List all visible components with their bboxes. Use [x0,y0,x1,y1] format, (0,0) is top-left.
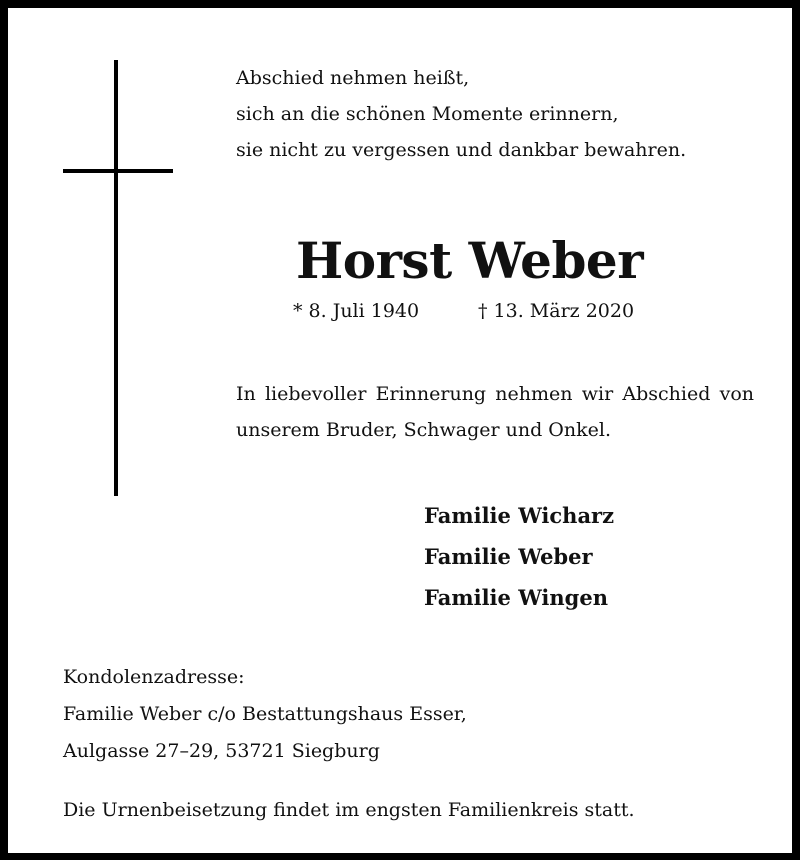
poem-verse [236,60,686,168]
deceased-name: Horst Weber [296,231,644,290]
family-name: Familie Weber [424,544,593,569]
address-line: Familie Weber c/o Bestattungshaus Esser, [63,703,467,725]
poem-line: sich an die schönen Momente erinnern, [236,103,619,125]
address-line: Aulgasse 27–29, 53721 Siegburg [63,740,380,762]
address-heading: Kondolenzadresse: [63,666,245,688]
condolence-address [63,659,467,770]
cross-vertical-bar [114,60,118,496]
family-name: Familie Wicharz [424,503,615,528]
birth-date: * 8. Juli 1940 [293,300,420,322]
farewell-message [236,376,754,448]
poem-line: Abschied nehmen heißt, [236,67,470,89]
family-name: Familie Wingen [424,585,608,610]
cross-horizontal-bar [63,169,173,173]
poem-line: sie nicht zu vergessen und dankbar bewahren. [236,139,687,161]
family-signatures [424,495,614,618]
message-line: unserem Bruder, Schwager und Onkel. [236,419,611,441]
message-line: In liebevoller Erinnerung nehmen wir Abschied von [236,383,754,405]
death-date: † 13. März 2020 [478,300,635,322]
burial-note: Die Urnenbeisetzung findet im engsten Familienkreis statt. [63,799,635,821]
